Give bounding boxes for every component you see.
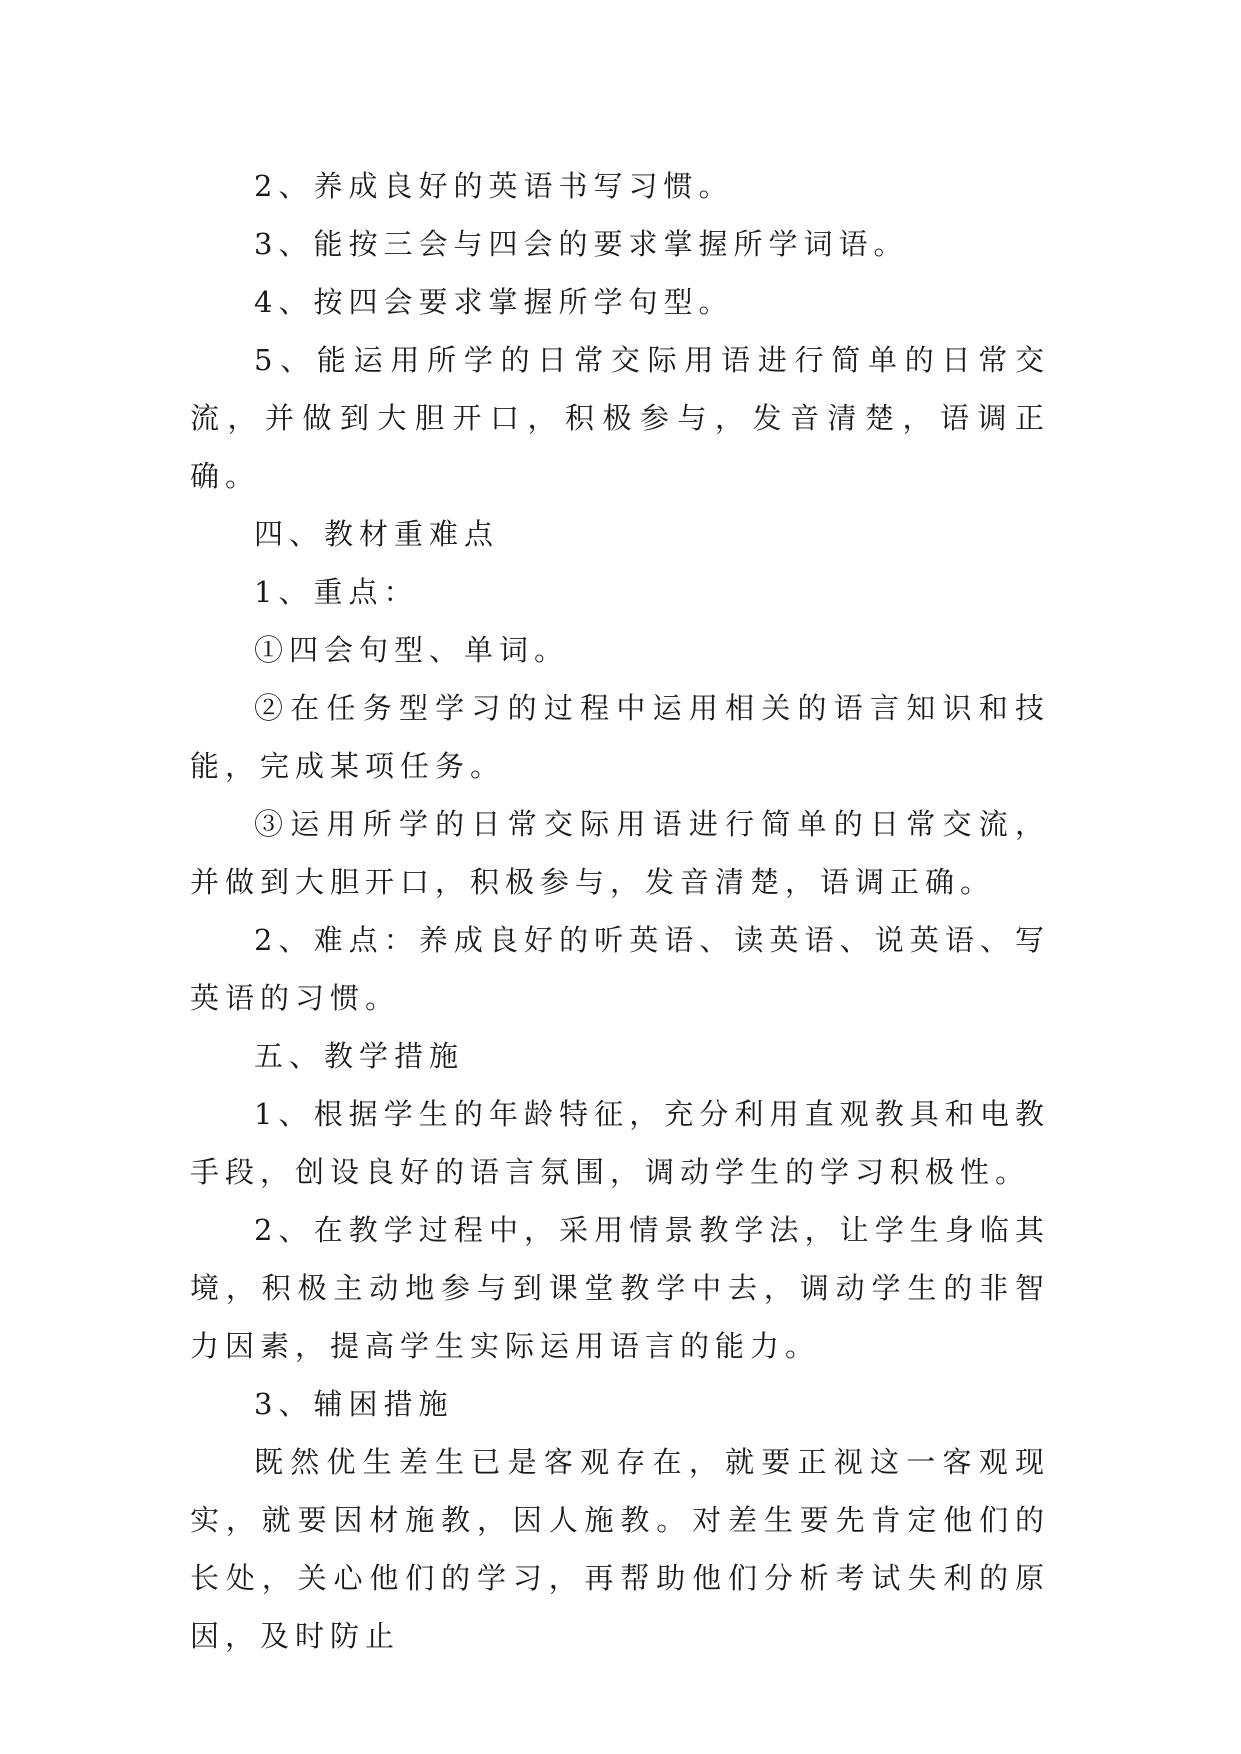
paragraph-measure-1: 1、根据学生的年龄特征，充分利用直观教具和电教手段，创设良好的语言氛围，调动学生的学习积极性。 (190, 1097, 1050, 1189)
paragraph-writing-habit: 2、养成良好的英语书写习惯。 (254, 169, 734, 203)
paragraph-measure-2: 2、在教学过程中，采用情景教学法，让学生身临其境，积极主动地参与到课堂教学中去，调动学生的非智力因素，提高学生实际运用语言的能力。 (190, 1213, 1050, 1363)
paragraph-daily-communication: 5、能运用所学的日常交际用语进行简单的日常交流，并做到大胆开口，积极参与，发音清楚，语调正确。 (190, 343, 1050, 493)
list-item-3: ③运用所学的日常交际用语进行简单的日常交流，并做到大胆开口，积极参与，发音清楚，语调正确。 (190, 807, 1050, 899)
section-heading-key-points: 四、教材重难点 (254, 517, 500, 551)
subheading-key-points: 1、重点： (254, 575, 419, 609)
paragraph-support-measures: 既然优生差生已是客观存在，就要正视这一客观现实，就要因材施教，因人施教。对差生要先肯定他们的长处，关心他们的学习，再帮助他们分析考试失利的原因，及时防止 (190, 1445, 1050, 1653)
section-heading-teaching-measures: 五、教学措施 (254, 1039, 465, 1073)
paragraph-sentence-patterns: 4、按四会要求掌握所学句型。 (254, 285, 734, 319)
paragraph-vocabulary: 3、能按三会与四会的要求掌握所学词语。 (254, 227, 909, 261)
subheading-support-measures: 3、辅困措施 (254, 1387, 454, 1421)
list-item-1: ①四会句型、单词。 (254, 633, 570, 667)
list-item-2: ②在任务型学习的过程中运用相关的语言知识和技能，完成某项任务。 (190, 691, 1050, 783)
paragraph-difficulties: 2、难点：养成良好的听英语、读英语、说英语、写英语的习惯。 (190, 923, 1050, 1015)
document-body (190, 157, 1050, 1665)
